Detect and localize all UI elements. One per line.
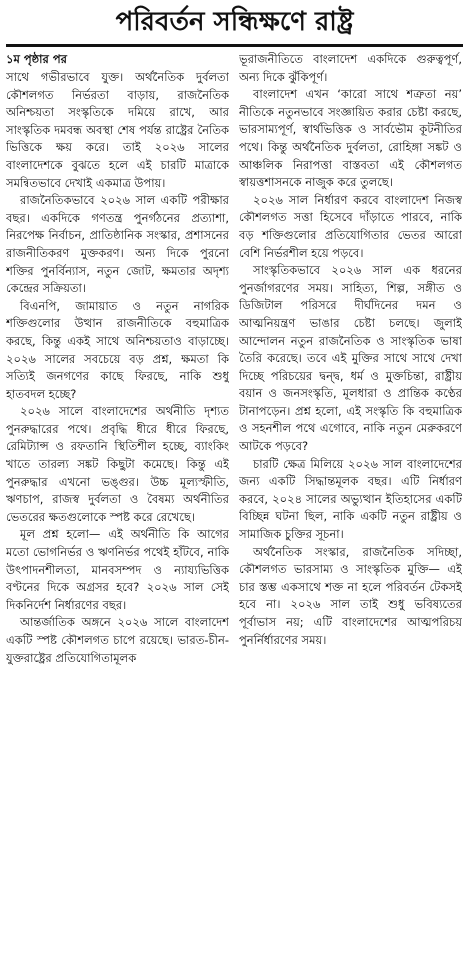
paragraph: বাংলাদেশ এখন ‘কারো সাথে শত্রুতা নয়’ নীতিকে নতুনভাবে সংজ্ঞায়িত করার চেষ্টা করছে, ভারসাম্যপূর্ণ, স্বার্থভিত্তিক ও সার্বভৌম কূটনীতির পথে। কিন্তু অর্থনৈতিক দুর্বলতা, রোহিঙ্গা সঙ্কট ও আঞ্চলিক নিরাপত্তা বাস্তবতা এই কৌশলগত স্বায়ত্তশাসনকে নাজুক করে তুলছে। (239, 87, 462, 190)
paragraph: মূল প্রশ্ন হলো— এই অর্থনীতি কি আগের মতো ভোগনির্ভর ও ঋণনির্ভর পথেই হাঁটবে, নাকি উৎপাদনশীলতা, মানবসম্পদ ও ন্যায্যভিত্তিক বণ্টনের দিকে অগ্রসর হবে? ২০২৬ সাল সেই দিকনির্দেশ নির্ধারণের বছর। (6, 527, 229, 612)
paragraph: ২০২৬ সালে বাংলাদেশের অর্থনীতি দৃশ্যত পুনরুদ্ধারের পথে। প্রবৃদ্ধি ধীরে ধীরে ফিরছে, রেমিট্যান্স ও রফতানি স্থিতিশীল হচ্ছে, ব্যাংকিং খাতে তারল্য সঙ্কট কিছুটা কমেছে। কিন্তু এই পুনরুদ্ধার এখনো ভঙ্গুর। উচ্চ মূল্যস্ফীতি, ঋণচাপ, রাজস্ব দুর্বলতা ও বৈষম্য অর্থনীতির ভেতরের ক্ষতগুলোকে স্পষ্ট করে রেখেছে। (6, 404, 229, 524)
paragraph: সাথে গভীরভাবে যুক্ত। অর্থনৈতিক দুর্বলতা কৌশলগত নির্ভরতা বাড়ায়, রাজনৈতিক অনিশ্চয়তা সংস্কৃতিকে দমিয়ে রাখে, আর সাংস্কৃতিক দমবন্ধ অবস্থা শেষ পর্যন্ত রাষ্ট্রের নৈতিক ভিত্তিকে ক্ষয় করে। তাই ২০২৬ সালের বাংলাদেশকে বুঝতে হলে এই চারটি মাত্রাকে সমন্বিতভাবে দেখাই একমাত্র উপায়। (6, 70, 229, 190)
paragraph: ভূরাজনীতিতে বাংলাদেশ একদিকে গুরুত্বপূর্ণ, অন্য দিকে ঝুঁকিপূর্ণ। (239, 52, 462, 84)
paragraph: চারটি ক্ষেত্র মিলিয়ে ২০২৬ সাল বাংলাদেশের জন্য একটি সিদ্ধান্তমূলক বছর। এটি নির্ধারণ করবে, ২০২৪ সালের অভ্যুত্থান ইতিহাসের একটি বিচ্ছিন্ন ঘটনা ছিল, নাকি একটি নতুন রাষ্ট্রীয় ও সামাজিক চুক্তির সূচনা। (239, 456, 462, 542)
article-body (6, 51, 463, 969)
paragraph: রাজনৈতিকভাবে ২০২৬ সাল একটি পরীক্ষার বছর। একদিকে গণতন্ত্র পুনর্গঠনের প্রত্যাশা, নিরপেক্ষ নির্বাচন, প্রাতিষ্ঠানিক সংস্কার, প্রশাসনের রাজনীতিকরণ মুক্তকরণ। অন্য দিকে পুরনো শক্তির পুনর্বিন্যাস, নতুন জোট, ক্ষমতার অদৃশ্য কেন্দ্রের সক্রিয়তা। (6, 193, 229, 296)
column-right (239, 51, 462, 969)
paragraph: ২০২৬ সাল নির্ধারণ করবে বাংলাদেশ নিজস্ব কৌশলগত সত্তা হিসেবে দাঁড়াতে পারবে, নাকি বড় শক্তিগুলোর প্রতিযোগিতার ভেতর আরো বেশি নির্ভরশীল হয়ে পড়বে। (239, 192, 462, 260)
paragraph: আন্তর্জাতিক অঙ্গনে ২০২৬ সালে বাংলাদেশ একটি স্পষ্ট কৌশলগত চাপে রয়েছে। ভারত-চীন-যুক্তরাষ্ট্রের প্রতিযোগিতামূলক (6, 615, 229, 665)
continued-from-label: ১ম পৃষ্ঠার পর (6, 52, 67, 66)
paragraph: অর্থনৈতিক সংস্কার, রাজনৈতিক সদিচ্ছা, কৌশলগত ভারসাম্য ও সাংস্কৃতিক মুক্তি— এই চার স্তম্ভ একসাথে শক্ত না হলে পরিবর্তন টেকসই হবে না। ২০২৬ সাল তাই শুধু ভবিষ্যতের পূর্বাভাস নয়; এটি বাংলাদেশের আত্মপরিচয় পুনর্নির্ধারণের সময়। (239, 544, 462, 647)
paragraph: সাংস্কৃতিকভাবে ২০২৬ সাল এক ধরনের পুনর্জাগরণের সময়। সাহিত্য, শিল্প, সঙ্গীত ও ডিজিটাল পরিসরে দীর্ঘদিনের দমন ও আত্মনিয়ন্ত্রণ ভাঙার চেষ্টা চলছে। জুলাই আন্দোলন নতুন রাজনৈতিক ও সাংস্কৃতিক ভাষা তৈরি করেছে। তবে এই মুক্তির সাথে সাথে দেখা দিচ্ছে পরিচয়ের দ্বন্দ্ব, ধর্ম ও মুক্তচিন্তা, রাষ্ট্রীয় বয়ান ও জনসংস্কৃতি, মূলধারা ও প্রান্তিক কণ্ঠের টানাপড়েন। প্রশ্ন হলো, এই সংস্কৃতি কি বহুমাত্রিক ও সহনশীল পথে এগোবে, নাকি নতুন মেরুকরণে আটকে পড়বে? (239, 263, 462, 454)
column-left (6, 51, 229, 969)
headline: পরিবর্তন সন্ধিক্ষণে রাষ্ট্র (6, 0, 463, 47)
paragraph: বিএনপি, জামায়াত ও নতুন নাগরিক শক্তিগুলোর উত্থান রাজনীতিকে বহুমাত্রিক করছে, কিন্তু একই সাথে অনিশ্চয়তাও বাড়াচ্ছে। ২০২৬ সালের সবচেয়ে বড় প্রশ্ন, ক্ষমতা কি সত্যিই জনগণের কাছে ফিরছে, নাকি শুধু হাতবদল হচ্ছে? (6, 298, 229, 401)
